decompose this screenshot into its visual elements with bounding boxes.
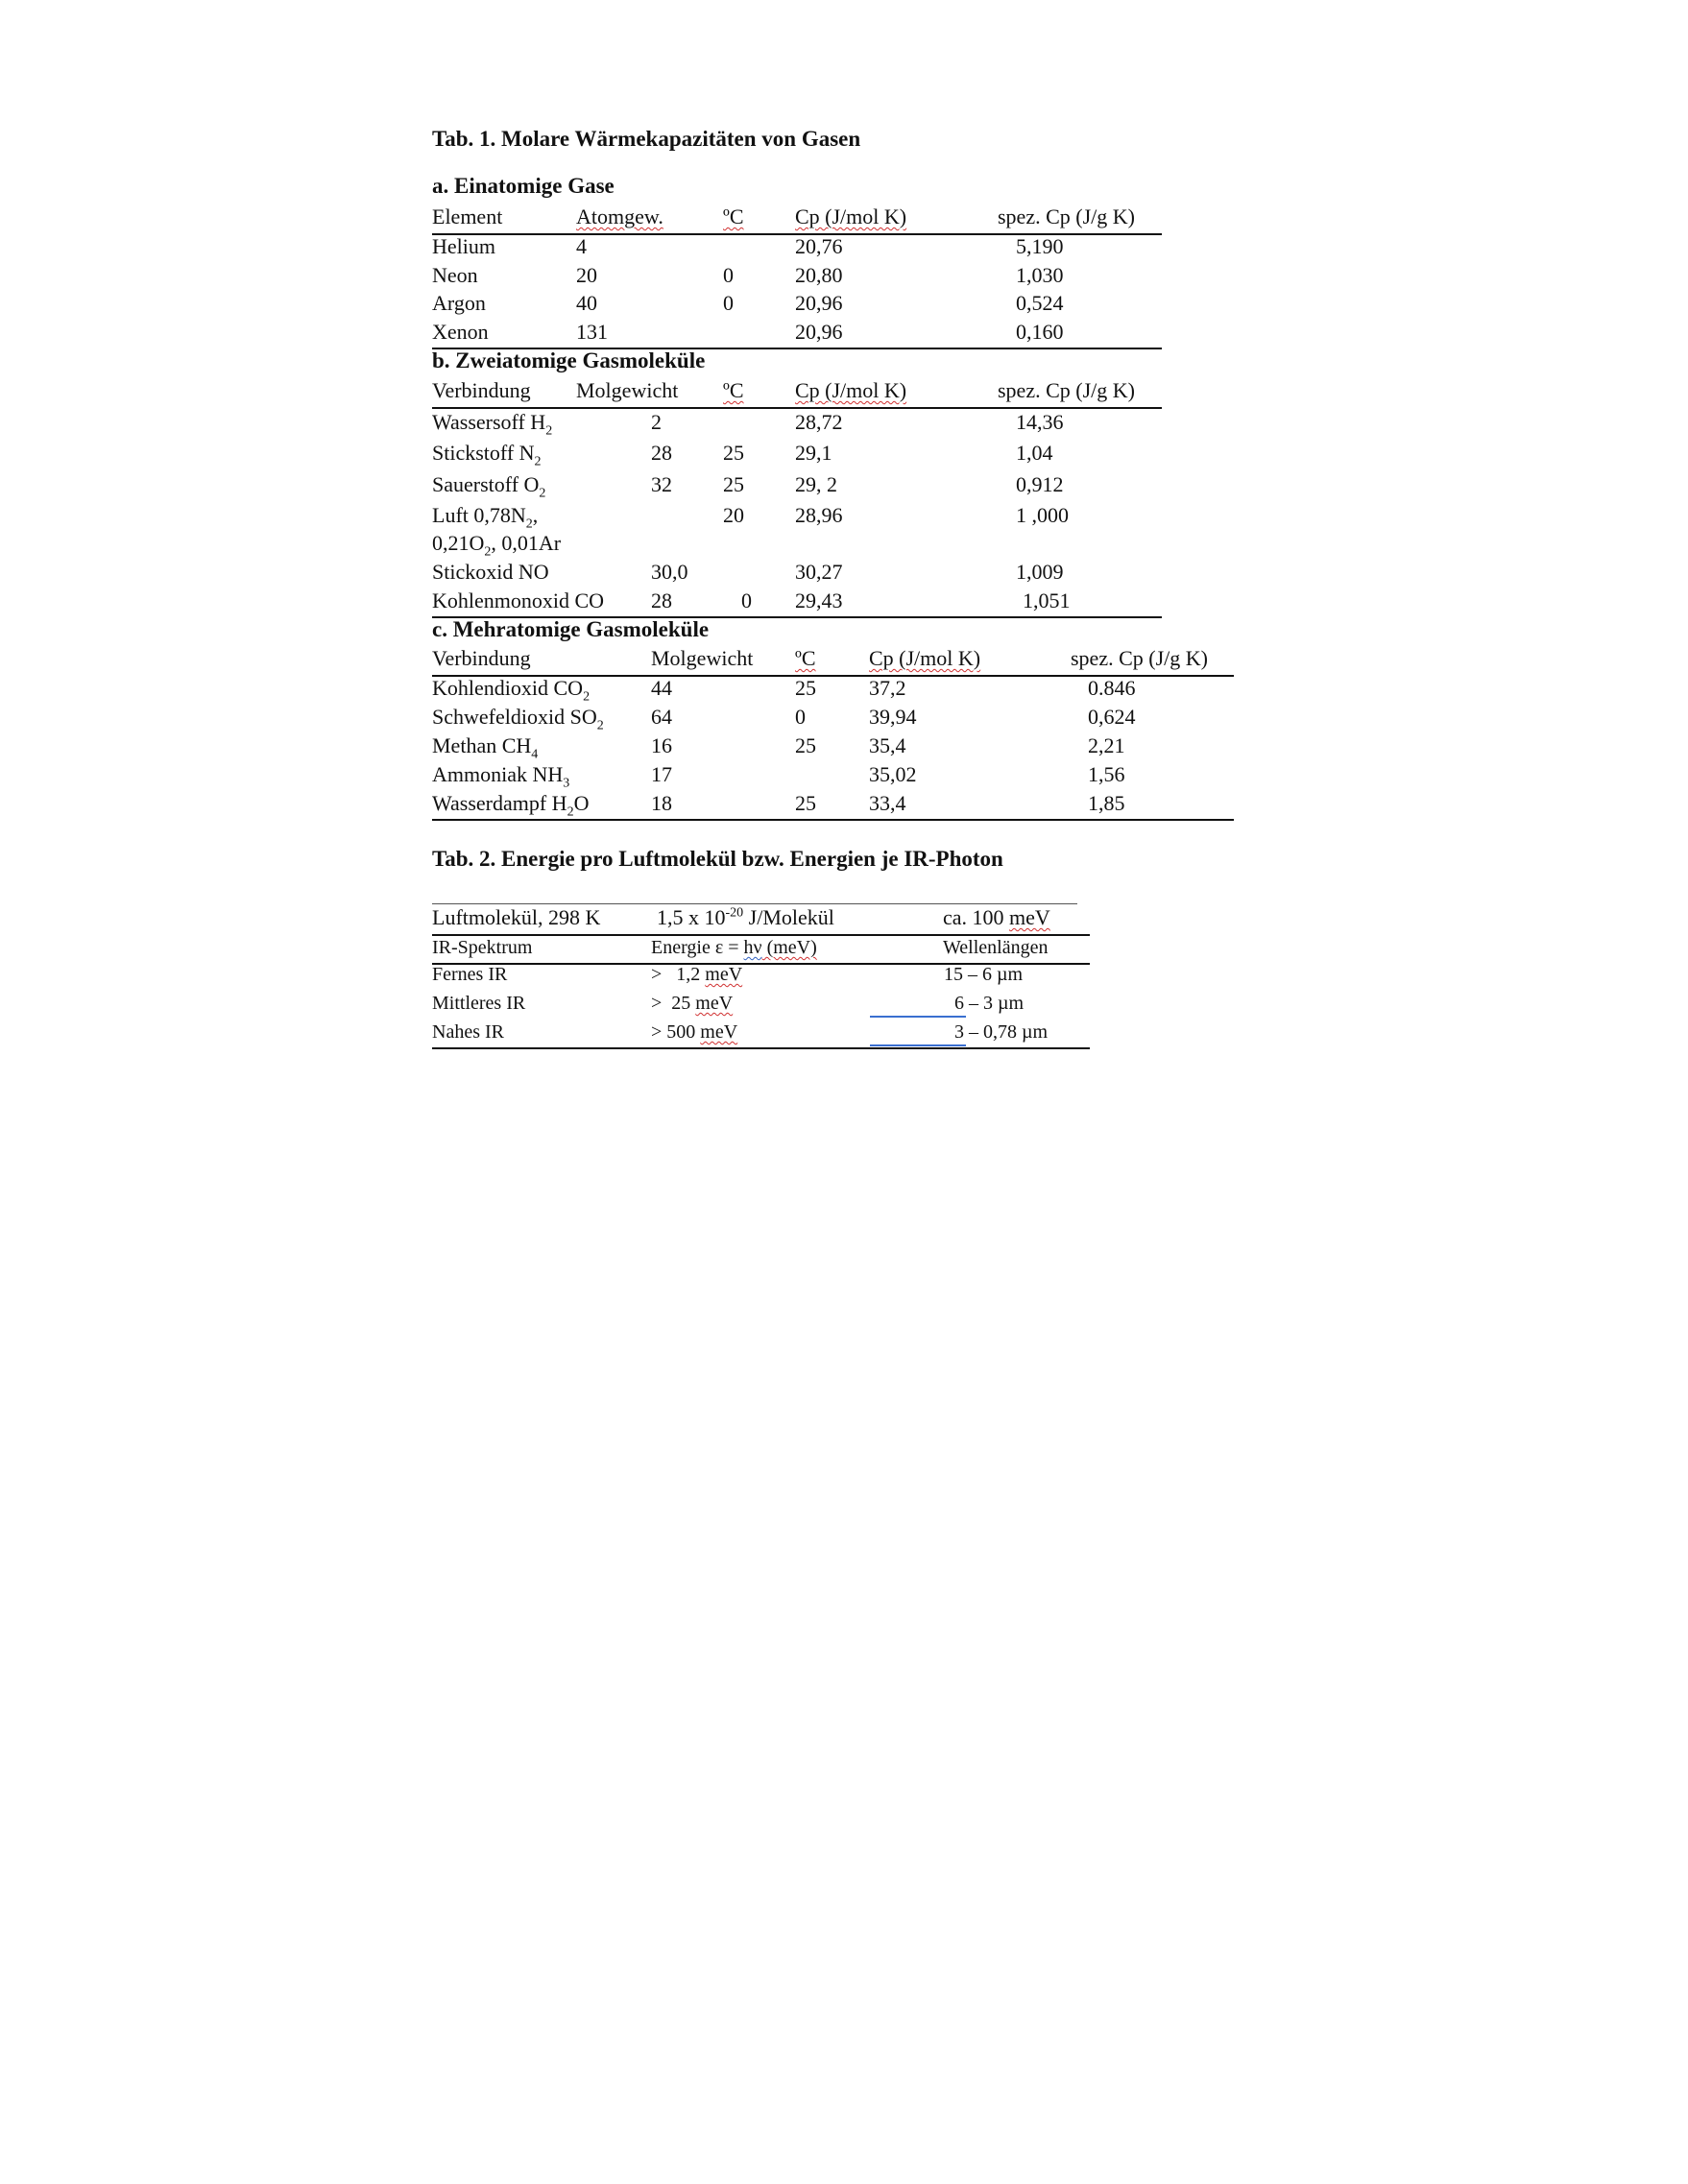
- cell-spez-cp: 0,160: [1016, 320, 1064, 344]
- cell-spez-cp: 1,009: [1016, 560, 1064, 584]
- section-a-heading: a. Einatomige Gase: [432, 174, 615, 198]
- cell-molgewicht: 17: [651, 762, 672, 786]
- cell-spez-cp: 0,624: [1088, 705, 1136, 729]
- table2-row0-rule: [432, 934, 1090, 936]
- cell-molgewicht: 2: [651, 410, 662, 434]
- cell-ir-energy: > 1,2 meV: [651, 964, 743, 985]
- cell-verbindung: Stickoxid NO: [432, 560, 549, 584]
- cell-cp: 35,4: [869, 733, 906, 757]
- section-b-header-rule: [432, 407, 1162, 409]
- cell-air-approx: ca. 100 meV: [943, 905, 1050, 929]
- cell-spez-cp: 1,85: [1088, 791, 1125, 815]
- cell-verbindung: Sauerstoff $O_2$: [432, 472, 546, 501]
- cell-verbindung: Methan $CH_4$: [432, 733, 539, 762]
- cell-cp: 20,76: [795, 234, 843, 258]
- table2-title: Tab. 2. Energie pro Luftmolekül bzw. Energien je IR-Photon: [432, 847, 1003, 871]
- header-energie: Energie ε = hν (meV): [651, 937, 817, 958]
- cell-verbindung: Luft $0,78N_2$,: [432, 503, 539, 532]
- cell-air-label: Luftmolekül, 298 K: [432, 905, 601, 929]
- cell-molgewicht: 18: [651, 791, 672, 815]
- cell-ir-wavelength: 3 – 0,78 µm: [954, 1021, 1049, 1043]
- blue-underline-mittleres: [870, 1016, 966, 1018]
- cell-cp: 37,2: [869, 676, 906, 700]
- cell-verbindung: Wasserdampf $H_2O$: [432, 791, 590, 820]
- header-spez-cp: spez. Cp (J/g K): [998, 378, 1135, 402]
- blue-underline-nahes: [870, 1044, 966, 1046]
- header-molgewicht: Molgewicht: [576, 378, 679, 402]
- cell-ir-name: Mittleres IR: [432, 993, 526, 1014]
- cell-spez-cp: 14,36: [1016, 410, 1064, 434]
- cell-cp: 39,94: [869, 705, 917, 729]
- cell-ir-energy: > 500 meV: [651, 1021, 738, 1043]
- cell-celsius: 0: [795, 705, 806, 729]
- section-c-heading: c. Mehratomige Gasmoleküle: [432, 617, 710, 641]
- cell-celsius: 20: [723, 503, 744, 527]
- header-verbindung: Verbindung: [432, 646, 531, 670]
- cell-molgewicht: 64: [651, 705, 672, 729]
- cell-spez-cp: 2,21: [1088, 733, 1125, 757]
- header-atomgew: Atomgew.: [576, 204, 663, 228]
- cell-cp: 20,96: [795, 291, 843, 315]
- cell-verbindung: Stickstoff $N_2$: [432, 441, 542, 469]
- section-c-bottom-rule: [432, 819, 1234, 821]
- cell-cp: 29,43: [795, 588, 843, 612]
- cell-molgewicht: 28: [651, 441, 672, 465]
- cell-verbindung: Schwefeldioxid $SO_2$: [432, 705, 604, 733]
- cell-spez-cp: 0.846: [1088, 676, 1136, 700]
- header-cp: Cp (J/mol K): [795, 204, 907, 228]
- cell-spez-cp: 0,524: [1016, 291, 1064, 315]
- cell-cp: 28,96: [795, 503, 843, 527]
- section-b-heading: b. Zweiatomige Gasmoleküle: [432, 348, 706, 372]
- cell-element: Neon: [432, 263, 478, 287]
- cell-atomgew: 40: [576, 291, 597, 315]
- cell-molgewicht: 16: [651, 733, 672, 757]
- cell-celsius: 25: [795, 733, 816, 757]
- header-cp: Cp (J/mol K): [795, 378, 907, 402]
- header-molgewicht: Molgewicht: [651, 646, 754, 670]
- cell-atomgew: 131: [576, 320, 608, 344]
- header-celsius: ºC: [723, 204, 744, 228]
- cell-spez-cp: 1,04: [1016, 441, 1053, 465]
- cell-cp: 30,27: [795, 560, 843, 584]
- cell-celsius: 25: [723, 472, 744, 496]
- cell-verbindung-line2: $0,21O_2$, 0,01Ar: [432, 531, 562, 560]
- cell-molgewicht: 32: [651, 472, 672, 496]
- cell-cp: 20,80: [795, 263, 843, 287]
- table1-title: Tab. 1. Molare Wärmekapazitäten von Gasen: [432, 127, 861, 151]
- cell-spez-cp: 0,912: [1016, 472, 1064, 496]
- cell-element: Argon: [432, 291, 486, 315]
- header-element: Element: [432, 204, 503, 228]
- header-verbindung: Verbindung: [432, 378, 531, 402]
- cell-cp: 35,02: [869, 762, 917, 786]
- cell-molgewicht: 30,0: [651, 560, 688, 584]
- header-spez-cp: spez. Cp (J/g K): [998, 204, 1135, 228]
- cell-spez-cp: 1,051: [1023, 588, 1071, 612]
- cell-cp: 33,4: [869, 791, 906, 815]
- table2-bottom-rule: [432, 1047, 1090, 1049]
- cell-ir-name: Fernes IR: [432, 964, 508, 985]
- cell-cp: 29,1: [795, 441, 832, 465]
- table2-top-rule: [432, 903, 1077, 904]
- header-celsius: ºC: [723, 378, 744, 402]
- cell-air-energy: 1,5 x $10^{-20}$ J/Molekül: [657, 905, 834, 929]
- cell-spez-cp: 1,56: [1088, 762, 1125, 786]
- header-celsius: ºC: [795, 646, 816, 670]
- cell-molgewicht: 44: [651, 676, 672, 700]
- cell-cp: 28,72: [795, 410, 843, 434]
- cell-ir-wavelength: 15 – 6 µm: [944, 964, 1024, 985]
- cell-cp: 29, 2: [795, 472, 837, 496]
- cell-verbindung: Wassersoff $H_2$: [432, 410, 553, 439]
- cell-verbindung: Ammoniak $NH_3$: [432, 762, 570, 791]
- cell-celsius: 0: [723, 263, 734, 287]
- cell-atomgew: 20: [576, 263, 597, 287]
- cell-ir-wavelength: 6 – 3 µm: [954, 993, 1025, 1014]
- header-ir-spektrum: IR-Spektrum: [432, 937, 533, 958]
- cell-ir-name: Nahes IR: [432, 1021, 504, 1043]
- cell-celsius: 25: [795, 791, 816, 815]
- cell-celsius: 25: [795, 676, 816, 700]
- cell-celsius: 25: [723, 441, 744, 465]
- cell-verbindung: Kohlenmonoxid CO: [432, 588, 605, 612]
- header-spez-cp: spez. Cp (J/g K): [1071, 646, 1208, 670]
- cell-element: Xenon: [432, 320, 489, 344]
- cell-atomgew: 4: [576, 234, 587, 258]
- cell-molgewicht: 28: [651, 588, 672, 612]
- cell-ir-energy: > 25 meV: [651, 993, 734, 1014]
- cell-cp: 20,96: [795, 320, 843, 344]
- header-wellenlaengen: Wellenlängen: [943, 937, 1049, 958]
- cell-spez-cp: 5,190: [1016, 234, 1064, 258]
- cell-element: Helium: [432, 234, 495, 258]
- cell-celsius: 0: [723, 291, 734, 315]
- cell-celsius: 0: [741, 588, 752, 612]
- header-cp: Cp (J/mol K): [869, 646, 981, 670]
- cell-spez-cp: 1 ,000: [1016, 503, 1069, 527]
- cell-verbindung: Kohlendioxid $CO_2$: [432, 676, 591, 705]
- cell-spez-cp: 1,030: [1016, 263, 1064, 287]
